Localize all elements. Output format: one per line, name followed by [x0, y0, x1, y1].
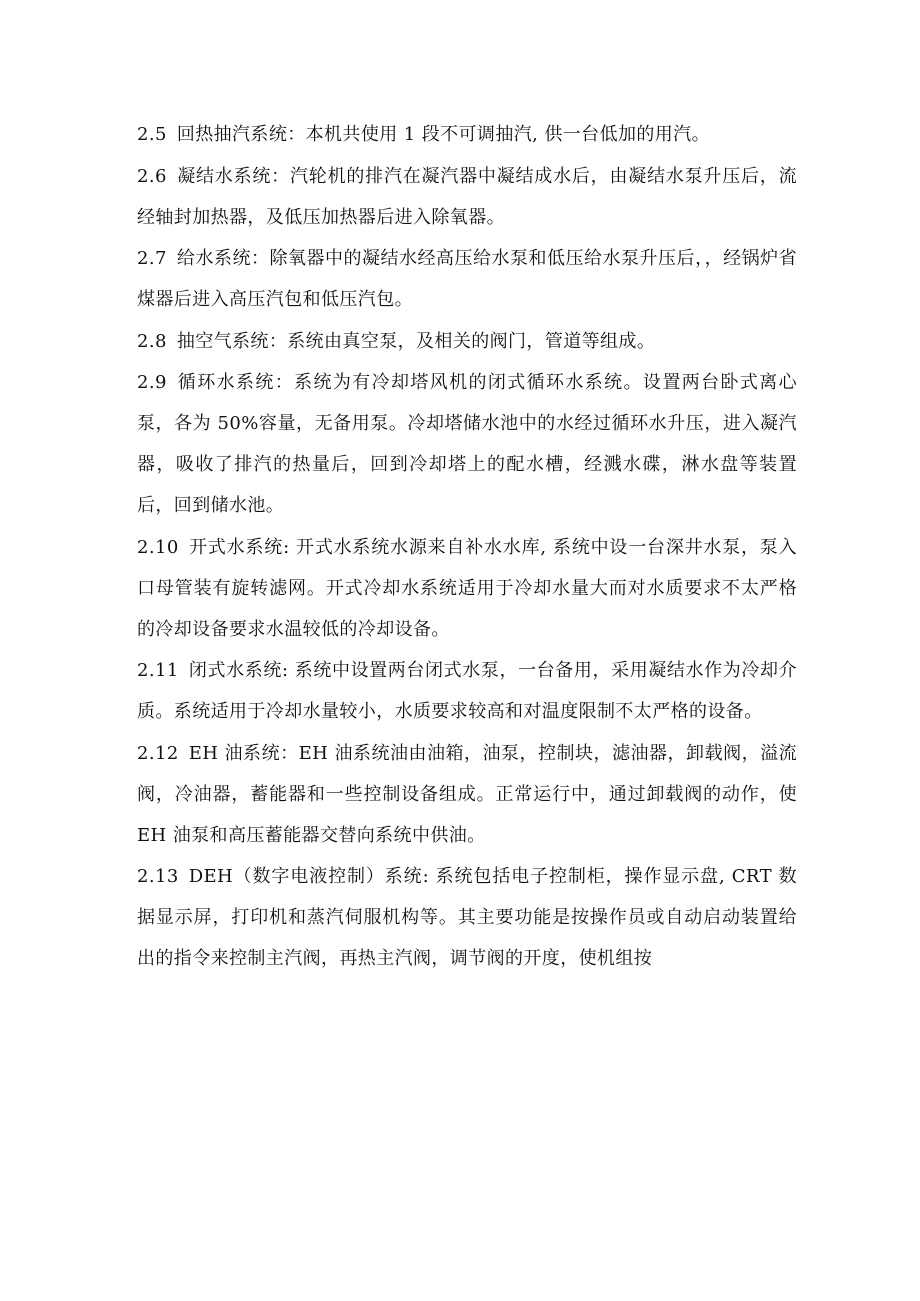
section-2-9 [137, 362, 797, 526]
section-number: 2.8 [137, 330, 167, 352]
section-2-12 [137, 733, 797, 856]
section-text: 闭式水系统: 系统中设置两台闭式水泵，一台备用，采用凝结水作为冷却介质。系统适用于冷却水量较小，水质要求较高和对温度限制不太严格的设备。 [137, 660, 797, 722]
section-number: 2.7 [137, 248, 167, 269]
section-2-8 [137, 321, 797, 362]
section-number: 2.10 [137, 536, 179, 558]
section-text: 凝结水系统：汽轮机的排汽在凝汽器中凝结成水后，由凝结水泵升压后，流经轴封加热器，及低压加热器后进入除氧器。 [137, 165, 797, 228]
section-2-11 [137, 650, 797, 732]
section-number: 2.6 [137, 165, 167, 187]
section-number: 2.5 [137, 124, 167, 145]
section-2-5 [137, 114, 797, 155]
section-number: 2.13 [137, 866, 179, 887]
section-2-6 [137, 156, 797, 238]
section-text: 抽空气系统：系统由真空泵，及相关的阀门，管道等组成。 [176, 330, 656, 352]
section-text: 回热抽汽系统：本机共使用 1 段不可调抽汽, 供一台低加的用汽。 [176, 124, 710, 145]
section-text: 开式水系统: 开式水系统水源来自补水水库, 系统中设一台深井水泵，泵入口母管装有旋转滤网。开式冷却水系统适用于冷却水量大而对水质要求不太严格的冷却设备要求水温较低的冷却设备。 [137, 536, 797, 640]
document-body [137, 114, 797, 980]
section-2-10 [137, 527, 797, 650]
section-number: 2.12 [137, 742, 179, 764]
section-text: EH 油系统：EH 油系统油由油箱，油泵，控制块，滤油器，卸载阀，溢流阀，冷油器，蓄能器和一些控制设备组成。正常运行中，通过卸载阀的动作，使 EH 油泵和高压蓄能器交替向系统中供油。 [137, 742, 797, 846]
section-2-7 [137, 238, 797, 320]
section-text: DEH（数字电液控制）系统: 系统包括电子控制柜，操作显示盘, CRT 数据显示屏，打印机和蒸汽伺服机构等。其主要功能是按操作员或自动启动装置给出的指令来控制主汽阀，再热主汽阀，调节阀的开度，使机组按 [137, 866, 797, 969]
section-text: 给水系统：除氧器中的凝结水经高压给水泵和低压给水泵升压后，，经锅炉省煤器后进入高压汽包和低压汽包。 [137, 248, 797, 310]
section-number: 2.11 [137, 660, 179, 681]
section-text: 循环水系统：系统为有冷却塔风机的闭式循环水系统。设置两台卧式离心泵，各为 50%容量，无备用泵。冷却塔储水池中的水经过循环水升压，进入凝汽器，吸收了排汽的热量后，回到冷却塔上的配水槽，经溅水碟，淋水盘等装置后，回到储水池。 [137, 372, 797, 516]
section-number: 2.9 [137, 372, 167, 393]
section-2-13 [137, 856, 797, 979]
